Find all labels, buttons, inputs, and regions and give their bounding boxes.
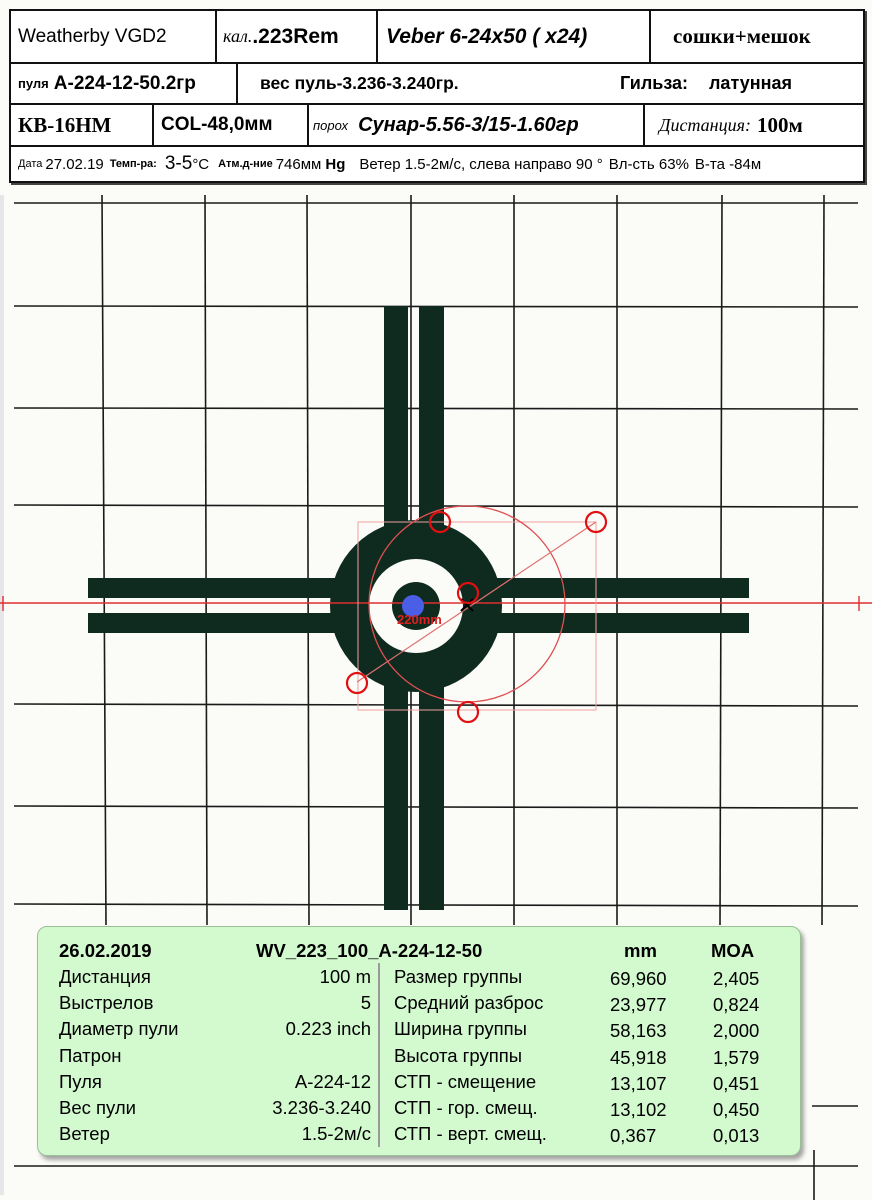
stat-mm: 69,960 — [610, 968, 667, 989]
distance-value: 100м — [756, 112, 803, 137]
results-file: WV_223_100_А-224-12-50 — [256, 940, 483, 961]
stat-moa: 0,450 — [713, 1099, 760, 1120]
results-date: 26.02.2019 — [59, 940, 152, 961]
stat-moa: 0,824 — [713, 994, 760, 1016]
rest-type: сошки+мешок — [673, 24, 811, 48]
date-value: 27.02.19 — [45, 155, 104, 173]
distance-cell — [649, 105, 869, 145]
info-value: 5 — [360, 992, 371, 1014]
stat-mm: 58,163 — [610, 1020, 667, 1042]
stat-mm: 23,977 — [610, 994, 667, 1016]
stat-label: Высота группы — [394, 1044, 523, 1066]
header-row-powder — [11, 105, 863, 147]
load-data-card — [9, 9, 865, 183]
info-value: 100 m — [319, 966, 371, 987]
stat-mm: 13,102 — [610, 1099, 667, 1120]
col-value: COL-48,0мм — [154, 105, 309, 145]
info-label: Вес пули — [59, 1097, 137, 1118]
column-mm: mm — [624, 940, 657, 961]
info-label: Пуля — [59, 1070, 102, 1092]
stat-moa: 1,579 — [713, 1046, 760, 1068]
stat-label: СТП - верт. смещ. — [394, 1123, 547, 1145]
rifle-name: Weatherby VGD2 — [11, 11, 217, 62]
info-label: Ветер — [59, 1123, 110, 1145]
group-size-label: 220mm — [397, 612, 442, 627]
stat-label: Средний разброс — [394, 992, 544, 1014]
caliber-cell — [217, 11, 378, 62]
stat-label: СТП - гор. смещ. — [394, 1097, 538, 1118]
stat-mm: 45,918 — [610, 1046, 667, 1068]
case-label: Гильза: — [620, 73, 689, 93]
scope-name: Veber 6-24x50 ( x24) — [378, 11, 651, 62]
info-value: 1.5-2м/с — [301, 1123, 371, 1145]
pressure-label: Атм.д-ние — [218, 158, 273, 170]
bullet-value: А-224-12-50.2гр — [53, 72, 196, 94]
case-value: латунная — [709, 73, 792, 93]
bullet-cell — [11, 64, 238, 103]
info-value: А-224-12 — [294, 1070, 371, 1092]
altitude-value: В-та -84м — [694, 155, 762, 173]
pressure-value: 746мм — [275, 155, 322, 173]
stat-moa: 0,013 — [713, 1125, 760, 1147]
header-row-conditions — [11, 147, 863, 181]
primer-value: КВ-16НМ — [11, 105, 154, 145]
info-label: Диаметр пули — [59, 1018, 179, 1040]
conditions-line — [11, 147, 870, 181]
info-label: Выстрелов — [59, 992, 154, 1014]
powder-cell — [309, 105, 645, 145]
results-panel — [37, 926, 801, 1156]
distance-label: Дистанция: — [659, 114, 751, 135]
info-value: 0.223 inch — [285, 1018, 371, 1040]
temp-unit: °С — [192, 155, 210, 173]
wind-value: Ветер 1.5-2м/с, слева направо 90 ° — [359, 155, 603, 173]
info-label: Дистанция — [59, 966, 151, 987]
stat-mm: 13,107 — [610, 1072, 667, 1094]
caliber-value: .223Rem — [252, 24, 339, 48]
column-divider — [378, 963, 380, 1147]
caliber-label: кал. — [223, 26, 253, 46]
stat-moa: 2,405 — [713, 968, 760, 989]
stat-label: Размер группы — [394, 966, 523, 987]
stat-mm: 0,367 — [610, 1125, 657, 1147]
bullet-weight-cell — [238, 64, 863, 103]
powder-label: порох — [313, 117, 349, 133]
temp-value: 3-5 — [164, 153, 193, 174]
temp-label: Темп-ра: — [109, 158, 157, 170]
stat-label: СТП - смещение — [394, 1070, 537, 1092]
bullet-weight: вес пуль-3.236-3.240гр. — [260, 73, 459, 93]
info-value: 3.236-3.240 — [272, 1097, 371, 1118]
stat-moa: 2,000 — [713, 1020, 760, 1042]
bullet-label: пуля — [18, 76, 49, 91]
pressure-unit: Hg — [325, 155, 346, 173]
humidity-value: Вл-сть 63% — [608, 155, 689, 173]
stat-label: Ширина группы — [394, 1018, 527, 1040]
date-label: Дата — [18, 158, 43, 170]
header-row-rifle — [11, 11, 863, 64]
stat-moa: 0,451 — [713, 1072, 760, 1094]
powder-value: Сунар-5.56-3/15-1.60гр — [358, 113, 579, 136]
column-moa: MOA — [711, 940, 755, 961]
bullet-hole — [347, 673, 367, 693]
info-label: Патрон — [59, 1044, 122, 1066]
header-row-bullet — [11, 64, 863, 105]
